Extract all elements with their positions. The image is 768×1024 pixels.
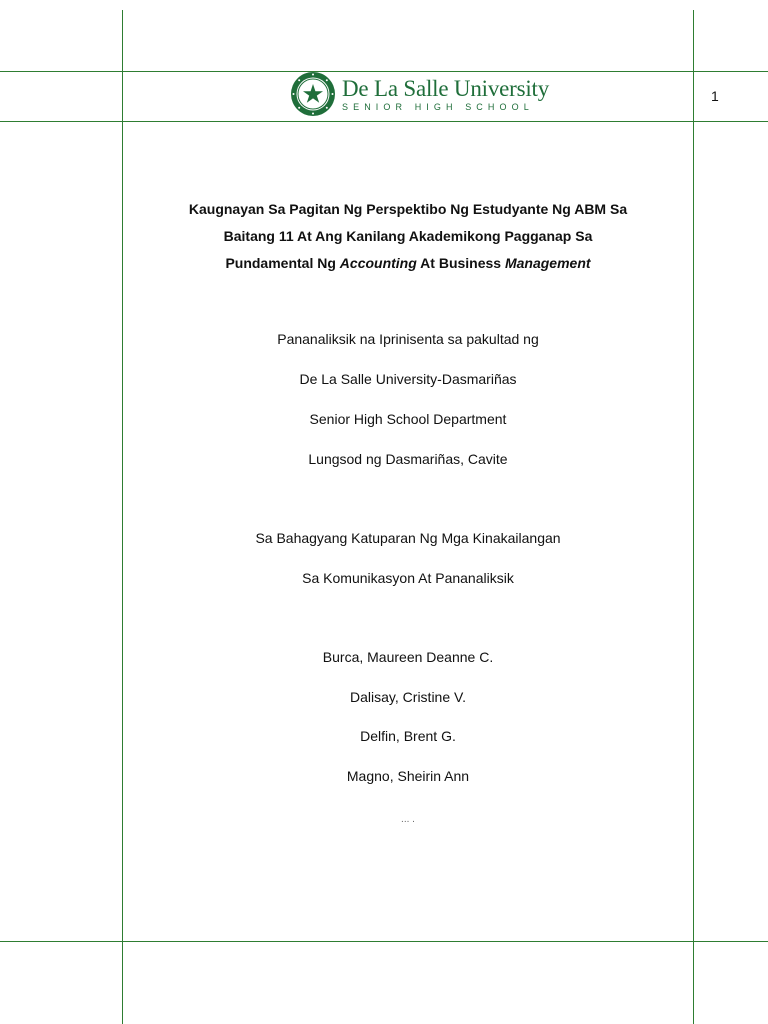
paper-title	[122, 196, 694, 277]
fulfillment-line: Sa Bahagyang Katuparan Ng Mga Kinakailangan	[255, 530, 561, 546]
submission-line: De La Salle University-Dasmariñas	[299, 371, 517, 387]
title-line-2: Baitang 11 At Ang Kanilang Akademikong Pagganap Sa	[223, 228, 593, 244]
author-name: Burca, Maureen Deanne C.	[322, 649, 494, 665]
title-line-3-part-c: At Business	[416, 255, 505, 271]
left-margin-guide	[122, 10, 123, 1024]
page-number: 1	[711, 88, 719, 104]
university-seal-icon	[290, 71, 336, 117]
school-subtitle: SENIOR HIGH SCHOOL	[342, 101, 534, 112]
footer-guide	[0, 941, 768, 942]
author-name: Magno, Sheirin Ann	[346, 768, 470, 784]
title-line-3	[122, 250, 694, 277]
continuation-marker: ... .	[401, 814, 415, 825]
title-management: Management	[504, 255, 591, 271]
header-bottom-guide	[0, 121, 768, 122]
submission-line: Senior High School Department	[309, 411, 507, 427]
title-line-3-part-a: Pundamental Ng	[225, 255, 340, 271]
submission-line: Pananaliksik na Iprinisenta sa pakultad ng	[277, 331, 539, 347]
author-name: Dalisay, Cristine V.	[350, 689, 466, 705]
university-name: De La Salle University	[342, 75, 550, 101]
author-name: Delfin, Brent G.	[360, 728, 456, 744]
title-line-1: Kaugnayan Sa Pagitan Ng Perspektibo Ng Estudyante Ng ABM Sa	[188, 201, 628, 217]
submission-line: Lungsod ng Dasmariñas, Cavite	[308, 451, 508, 467]
university-logo	[290, 71, 549, 117]
title-accounting: Accounting	[339, 255, 417, 271]
right-margin-guide	[693, 10, 694, 1024]
fulfillment-line: Sa Komunikasyon At Pananaliksik	[302, 570, 514, 586]
